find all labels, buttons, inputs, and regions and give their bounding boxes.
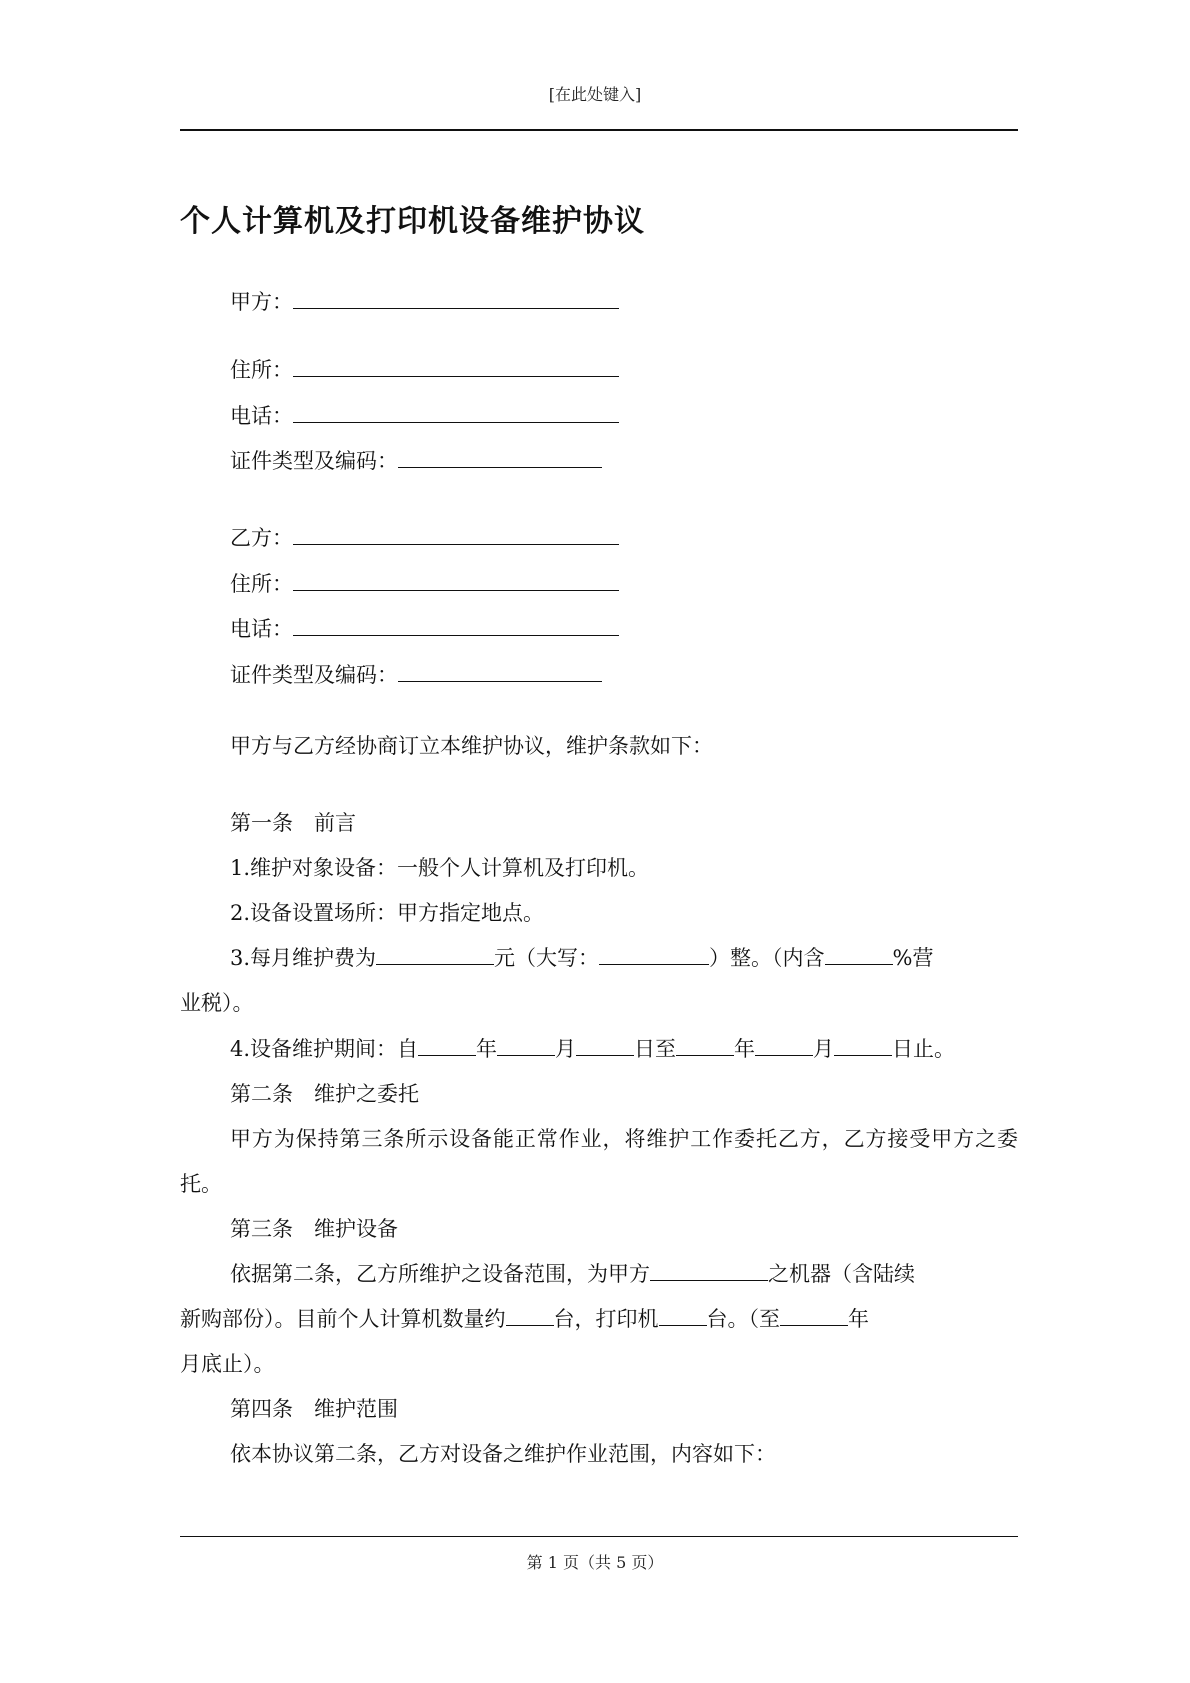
footer-divider xyxy=(180,1536,1018,1537)
party-a-name-label: 甲方： xyxy=(230,290,293,314)
party-b-address-blank[interactable] xyxy=(293,566,619,591)
party-a-phone-blank[interactable] xyxy=(293,398,619,423)
tax-suffix: %营 xyxy=(892,946,934,970)
page-footer: 第 1 页（共 5 页） xyxy=(526,1553,664,1572)
party-a-phone-field xyxy=(230,398,619,430)
party-b-name-label: 乙方： xyxy=(230,526,293,550)
fee-capital-blank[interactable] xyxy=(599,942,709,965)
fee-label: 3.每月维护费为 xyxy=(230,946,377,970)
article-3-body-line-3: 月底止）。 xyxy=(180,1352,275,1376)
party-a-id-label: 证件类型及编码： xyxy=(230,449,398,473)
scope-label: 依据第二条，乙方所维护之设备范围，为甲方 xyxy=(230,1262,650,1286)
party-b-name-blank[interactable] xyxy=(293,520,619,545)
article-1-item-3-cont: 业税）。 xyxy=(180,991,254,1015)
start-year-blank[interactable] xyxy=(418,1033,476,1056)
party-a-address-field xyxy=(230,352,619,384)
intro-paragraph: 甲方与乙方经协商订立本维护协议，维护条款如下： xyxy=(230,734,713,758)
party-b-phone-label: 电话： xyxy=(230,617,293,641)
pc-count-label: 新购部份）。目前个人计算机数量约 xyxy=(180,1307,506,1331)
article-2-heading: 第二条 维护之委托 xyxy=(230,1082,419,1106)
start-month-blank[interactable] xyxy=(497,1033,555,1056)
monthly-fee-blank[interactable] xyxy=(376,942,494,965)
article-3-body-line-1 xyxy=(180,1252,1018,1297)
article-2-body: 甲方为保持第三条所示设备能正常作业，将维护工作委托乙方，乙方接受甲方之委托。 xyxy=(180,1127,1018,1196)
article-4-heading: 第四条 维护范围 xyxy=(230,1397,398,1421)
month-label-2: 月 xyxy=(813,1037,835,1061)
header-divider xyxy=(180,129,1018,131)
document-title: 个人计算机及打印机设备维护协议 xyxy=(180,204,645,239)
party-b-address-label: 住所： xyxy=(230,572,293,596)
printer-count-label: 台，打印机 xyxy=(553,1307,659,1331)
article-1-item-3 xyxy=(180,936,1018,981)
party-a-phone-label: 电话： xyxy=(230,404,293,428)
until-label: 台。（至 xyxy=(706,1307,780,1331)
party-b-phone-blank[interactable] xyxy=(293,611,619,636)
party-b-id-blank[interactable] xyxy=(398,657,602,682)
month-label: 月 xyxy=(555,1037,577,1061)
party-a-name-field xyxy=(230,284,619,316)
party-a-unit-blank[interactable] xyxy=(650,1258,768,1281)
until-year-label: 年 xyxy=(848,1307,869,1331)
tax-rate-blank[interactable] xyxy=(825,942,893,965)
party-a-id-blank[interactable] xyxy=(398,443,602,468)
party-b-name-field xyxy=(230,520,619,552)
tax-label: ）整。（内含 xyxy=(709,946,825,970)
party-b-id-field xyxy=(230,657,602,689)
day-to-label: 日至 xyxy=(634,1037,677,1061)
party-b-address-field xyxy=(230,566,619,598)
start-day-blank[interactable] xyxy=(576,1033,634,1056)
article-3-body-line-2 xyxy=(180,1297,1018,1342)
article-4-body: 依本协议第二条，乙方对设备之维护作业范围，内容如下： xyxy=(230,1442,776,1466)
article-1-heading: 第一条 前言 xyxy=(230,811,356,835)
machines-label: 之机器（含陆续 xyxy=(768,1262,915,1286)
end-month-blank[interactable] xyxy=(755,1033,813,1056)
article-1-item-2: 2.设备设置场所：甲方指定地点。 xyxy=(230,901,545,925)
end-day-blank[interactable] xyxy=(834,1033,892,1056)
end-label: 日止。 xyxy=(892,1037,956,1061)
article-3-heading: 第三条 维护设备 xyxy=(230,1217,398,1241)
page-header[interactable]: [在此处键入] xyxy=(548,85,642,104)
party-b-phone-field xyxy=(230,611,619,643)
printer-count-blank[interactable] xyxy=(659,1303,707,1326)
fee-capital-label: 元（大写： xyxy=(494,946,600,970)
party-a-address-label: 住所： xyxy=(230,358,293,382)
party-a-id-field xyxy=(230,443,602,475)
until-year-blank[interactable] xyxy=(780,1303,848,1326)
year-label-2: 年 xyxy=(734,1037,756,1061)
article-1-item-4 xyxy=(180,1027,1018,1072)
end-year-blank[interactable] xyxy=(676,1033,734,1056)
party-a-name-blank[interactable] xyxy=(293,284,619,309)
year-label: 年 xyxy=(476,1037,498,1061)
period-label: 4.设备维护期间：自 xyxy=(230,1037,419,1061)
article-1-item-1: 1.维护对象设备：一般个人计算机及打印机。 xyxy=(230,856,650,880)
party-b-id-label: 证件类型及编码： xyxy=(230,663,398,687)
party-a-address-blank[interactable] xyxy=(293,352,619,377)
pc-count-blank[interactable] xyxy=(506,1303,554,1326)
